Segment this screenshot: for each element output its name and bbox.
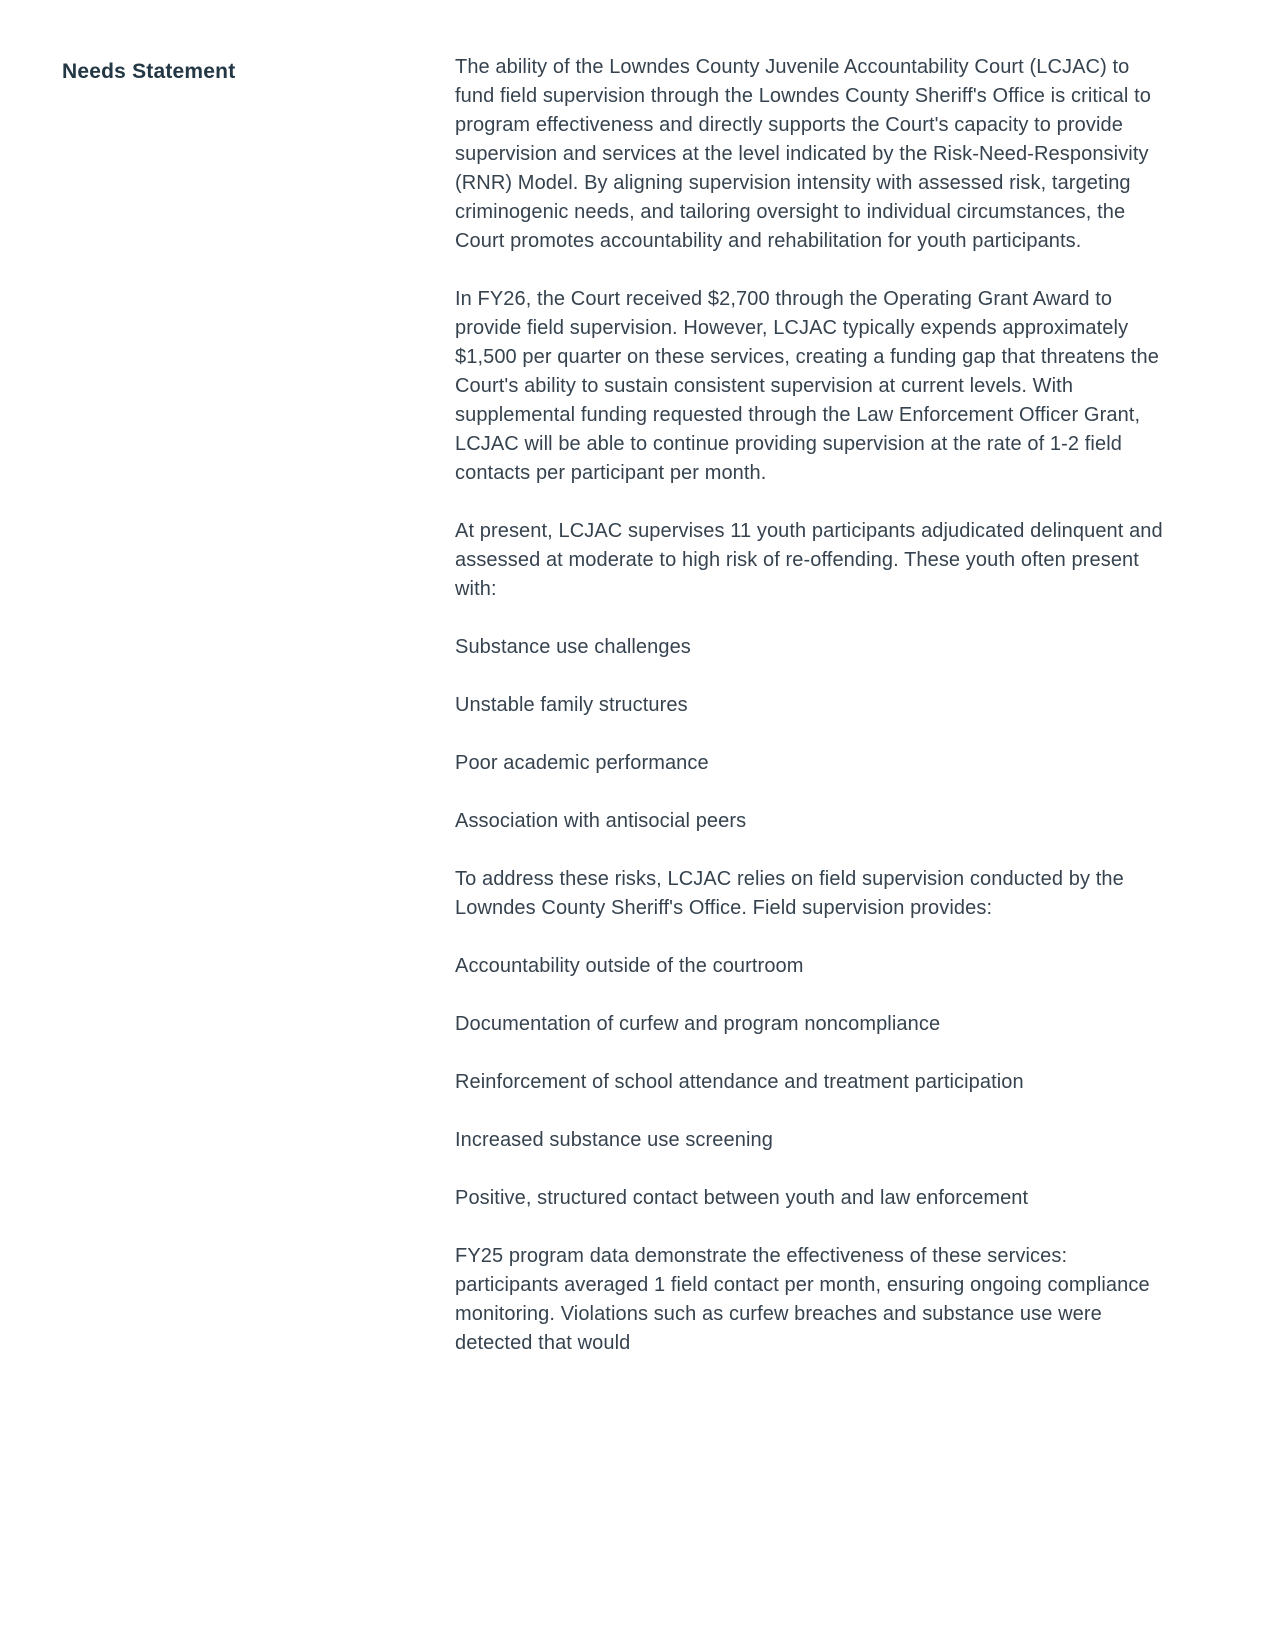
- paragraph: Unstable family structures: [455, 694, 688, 716]
- paragraph: Reinforcement of school attendance and treatment participation: [455, 1071, 1024, 1093]
- needs-statement-content: [455, 53, 1170, 1387]
- paragraph: In FY26, the Court received $2,700 through the Operating Grant Award to provide field supervision. However, LCJAC typically expends approximately $1,500 per quarter on these services, creating a funding gap that threatens the Court's ability to sustain consistent supervision at current levels. With supplemental funding requested through the Law Enforcement Officer Grant, LCJAC will be able to continue providing supervision at the rate of 1-2 field contacts per participant per month.: [455, 288, 1159, 484]
- paragraph: To address these risks, LCJAC relies on field supervision conducted by the Lowndes County Sheriff's Office. Field supervision provides:: [455, 868, 1124, 919]
- paragraph: Poor academic performance: [455, 752, 709, 774]
- paragraph: Accountability outside of the courtroom: [455, 955, 804, 977]
- paragraph: At present, LCJAC supervises 11 youth participants adjudicated delinquent and assessed at moderate to high risk of re-offending. These youth often present with:: [455, 520, 1163, 600]
- paragraph: Increased substance use screening: [455, 1129, 773, 1151]
- paragraph: The ability of the Lowndes County Juvenile Accountability Court (LCJAC) to fund field supervision through the Lowndes County Sheriff's Office is critical to program effectiveness and directly supports the Court's capacity to provide supervision and services at the level indicated by the Risk-Need-Responsivity (RNR) Model. By aligning supervision intensity with assessed risk, targeting criminogenic needs, and tailoring oversight to individual circumstances, the Court promotes accountability and rehabilitation for youth participants.: [455, 56, 1151, 252]
- paragraph: Positive, structured contact between youth and law enforcement: [455, 1187, 1029, 1209]
- paragraph: Documentation of curfew and program noncompliance: [455, 1013, 941, 1035]
- paragraph: Association with antisocial peers: [455, 810, 747, 832]
- needs-statement-label: Needs Statement: [62, 60, 236, 83]
- paragraph: FY25 program data demonstrate the effectiveness of these services: participants averaged 1 field contact per month, ensuring ongoing compliance monitoring. Violations such as curfew breaches and substance use were detected that would: [455, 1245, 1150, 1354]
- paragraph: Substance use challenges: [455, 636, 691, 658]
